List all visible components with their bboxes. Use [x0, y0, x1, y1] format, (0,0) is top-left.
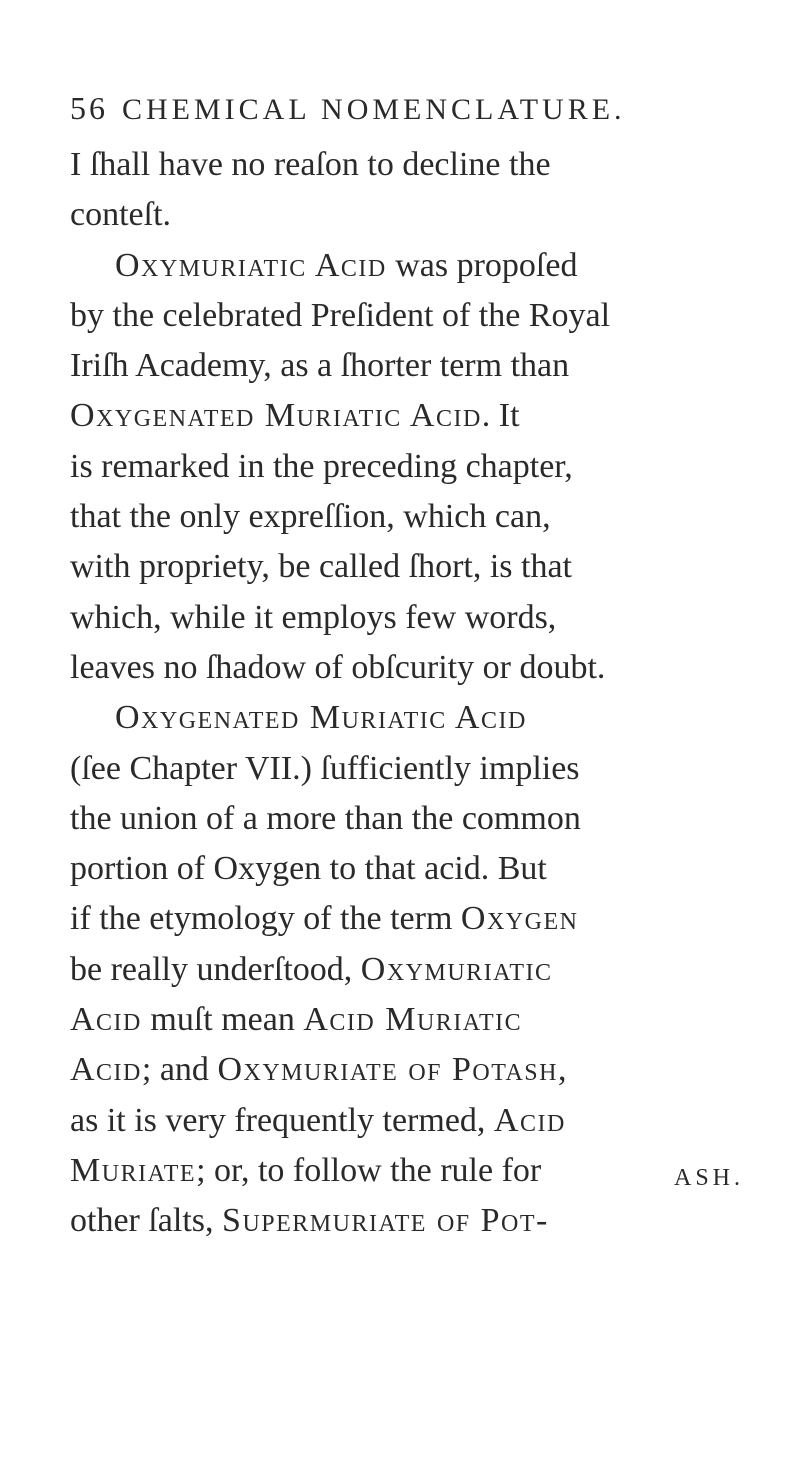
running-head-title: CHEMICAL NOMENCLATURE. [122, 93, 626, 126]
text-line [70, 995, 770, 1045]
body-text [70, 140, 770, 1247]
text-line [70, 945, 770, 995]
small-caps-term: Muriate [70, 1151, 197, 1189]
small-caps-term: Oxymuriate of Potash [217, 1051, 558, 1089]
small-caps-term: Oxygen [460, 900, 579, 938]
text-segment: be really underſtood, [70, 950, 361, 988]
text-line [70, 140, 770, 190]
text-segment: . It [481, 397, 520, 435]
text-segment: as it is very frequently termed, [70, 1101, 494, 1139]
small-caps-term: Acid Muriatic [303, 1001, 523, 1039]
text-segment: conteſt. [70, 196, 172, 234]
page-number: 56 [70, 90, 108, 126]
text-segment: muſt mean [141, 1001, 304, 1039]
text-line [70, 542, 770, 592]
text-line [70, 341, 770, 391]
text-segment: portion of Oxygen to that acid. But [70, 850, 547, 888]
text-line [70, 291, 770, 341]
text-segment: ; and [141, 1051, 218, 1089]
text-line [70, 241, 770, 291]
text-segment: (ſee Chapter VII.) ſufficiently implies [70, 749, 580, 787]
text-line [70, 1045, 770, 1095]
small-caps-term: Supermuriate of Pot- [222, 1202, 549, 1240]
text-line [70, 894, 770, 944]
text-segment: ; or, to follow the rule for [196, 1151, 542, 1189]
text-segment: with propriety, be called ſhort, is that [70, 548, 572, 586]
text-line [70, 492, 770, 542]
text-segment: by the celebrated Preſident of the Royal [70, 296, 611, 334]
text-line [70, 693, 770, 743]
running-head [70, 92, 626, 125]
text-segment: which, while it employs few words, [70, 598, 557, 636]
text-segment: is remarked in the preceding chapter, [70, 447, 573, 485]
text-line [70, 1146, 770, 1196]
small-caps-term: Acid [70, 1001, 142, 1039]
text-segment: the union of a more than the common [70, 799, 581, 837]
text-segment: that the only expreſſion, which can, [70, 498, 551, 536]
text-line [70, 391, 770, 441]
small-caps-term: Acid [70, 1051, 142, 1089]
text-segment: I ſhall have no reaſon to decline the [70, 146, 551, 183]
small-caps-term: Oxymuriatic Acid [115, 246, 387, 284]
text-line [70, 442, 770, 492]
small-caps-term: Oxygenated Muriatic Acid [70, 397, 482, 435]
small-caps-term: Oxygenated Muriatic Acid [115, 699, 527, 737]
text-segment: if the etymology of the term [70, 900, 461, 938]
text-segment: , [558, 1051, 567, 1089]
text-line [70, 593, 770, 643]
text-line [70, 844, 770, 894]
text-line [70, 643, 770, 693]
small-caps-term: Oxymuriatic [360, 950, 553, 988]
text-segment: other ſalts, [70, 1202, 223, 1240]
text-segment: Iriſh Academy, as a ſhorter term than [70, 347, 570, 385]
catchword: ASH. [674, 1165, 745, 1191]
text-line [70, 744, 770, 794]
text-segment: leaves no ſhadow of obſcurity or doubt. [70, 648, 606, 686]
text-line [70, 794, 770, 844]
small-caps-term: Acid [493, 1101, 566, 1139]
text-line [70, 1096, 770, 1146]
text-line [70, 190, 770, 240]
text-line [70, 1196, 770, 1246]
text-segment: was propoſed [386, 246, 578, 284]
